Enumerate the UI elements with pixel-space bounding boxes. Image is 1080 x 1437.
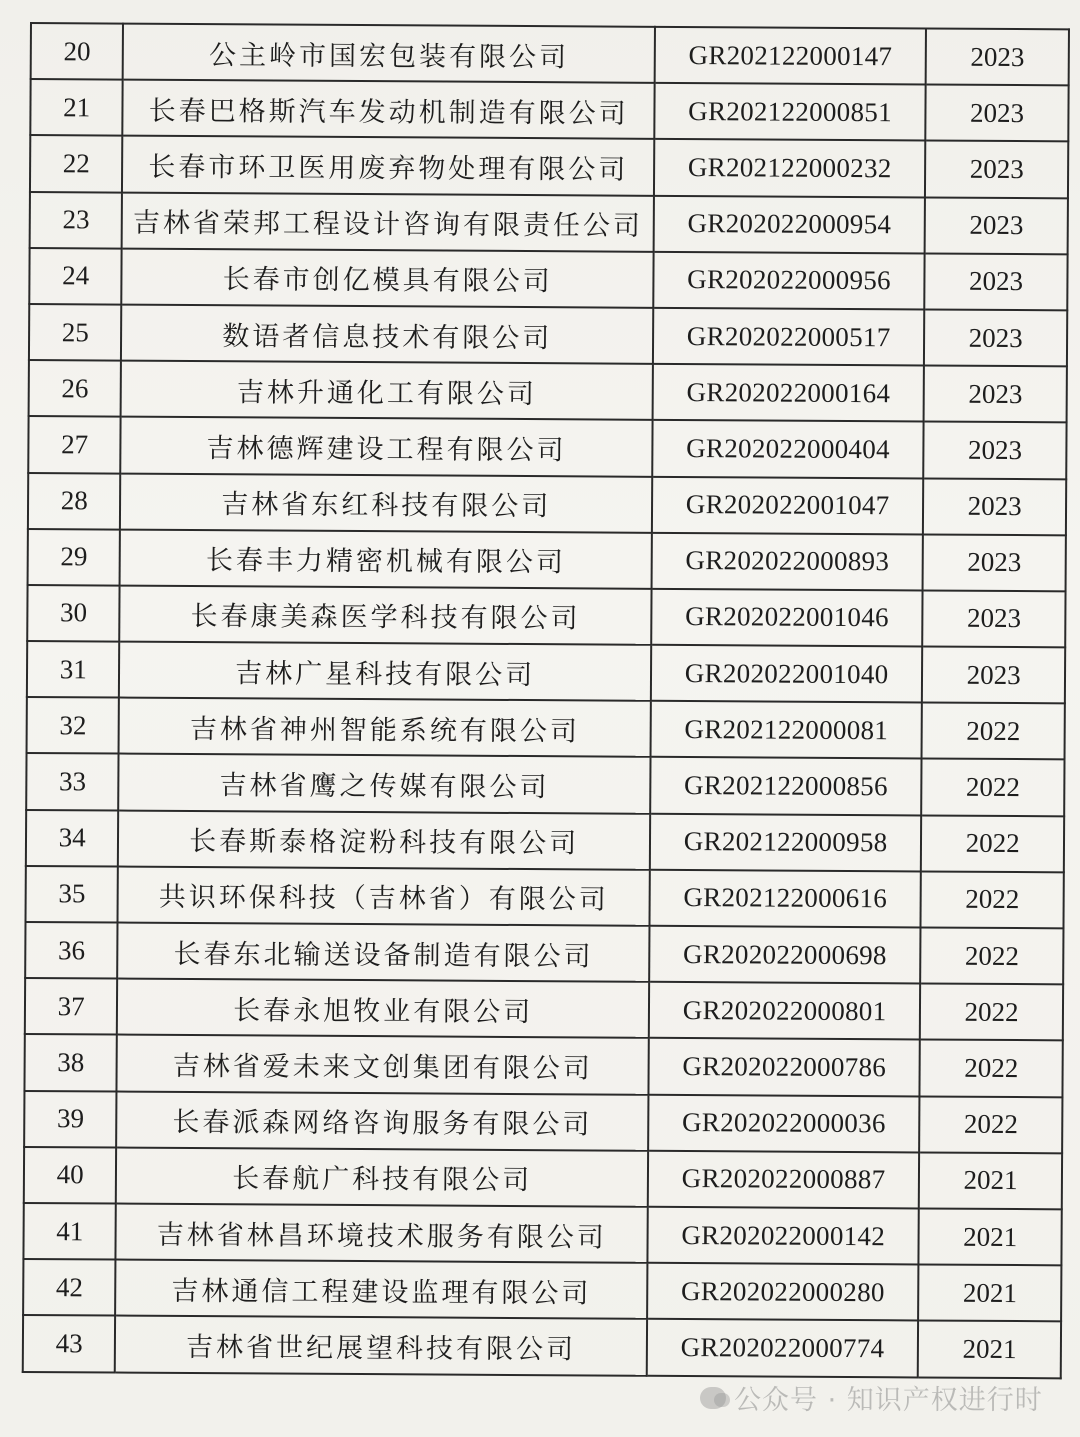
- certificate-number: GR202122000958: [650, 813, 922, 871]
- wechat-icon: [700, 1387, 726, 1409]
- company-registry-table: [22, 22, 1070, 1379]
- table-row: [30, 192, 1068, 255]
- row-number: 22: [30, 135, 123, 192]
- certificate-number: GR202122000616: [649, 870, 921, 928]
- year: 2021: [919, 1152, 1062, 1209]
- year: 2022: [919, 1096, 1062, 1153]
- year: 2022: [920, 927, 1063, 984]
- table-row: [23, 1259, 1061, 1322]
- table-row: [24, 1034, 1062, 1097]
- row-number: 38: [24, 1034, 117, 1091]
- row-number: 39: [24, 1091, 117, 1148]
- certificate-number: GR202022000954: [654, 195, 926, 253]
- table-row: [26, 866, 1064, 929]
- table-row: [30, 135, 1068, 198]
- row-number: 42: [23, 1259, 116, 1316]
- row-number: 25: [29, 304, 122, 361]
- row-number: 33: [26, 753, 119, 810]
- year: 2022: [920, 1040, 1063, 1097]
- table-row: [27, 697, 1065, 760]
- company-name: 长春东北输送设备制造有限公司: [118, 923, 650, 982]
- year: 2023: [925, 141, 1068, 198]
- year: 2023: [925, 197, 1068, 254]
- company-name: 数语者信息技术有限公司: [121, 305, 653, 364]
- row-number: 37: [25, 978, 118, 1035]
- certificate-number: GR202022000404: [652, 420, 924, 478]
- row-number: 26: [29, 360, 122, 417]
- table-row: [26, 810, 1064, 873]
- table-row: [26, 753, 1064, 816]
- year: 2022: [921, 815, 1064, 872]
- certificate-number: GR202022000893: [652, 532, 924, 590]
- row-number: 36: [25, 922, 118, 979]
- row-number: 21: [30, 79, 123, 136]
- company-name: 吉林广星科技有限公司: [119, 642, 651, 701]
- year: 2023: [924, 422, 1067, 479]
- year: 2023: [922, 590, 1065, 647]
- certificate-number: GR202022001047: [652, 476, 924, 534]
- company-name: 吉林省东红科技有限公司: [120, 473, 652, 532]
- year: 2023: [926, 85, 1069, 142]
- company-name: 吉林通信工程建设监理有限公司: [116, 1260, 648, 1319]
- year: 2022: [922, 703, 1065, 760]
- certificate-number: GR202022000801: [649, 982, 921, 1040]
- certificate-number: GR202022000280: [647, 1263, 919, 1321]
- company-name: 吉林省世纪展望科技有限公司: [115, 1316, 647, 1375]
- company-name: 吉林省鹰之传媒有限公司: [119, 754, 651, 813]
- certificate-number: GR202022000036: [648, 1094, 920, 1152]
- year: 2023: [922, 647, 1065, 704]
- certificate-number: GR202022001046: [651, 589, 923, 647]
- company-name: 长春派森网络咨询服务有限公司: [117, 1091, 649, 1150]
- certificate-number: GR202022000142: [647, 1207, 919, 1265]
- row-number: 20: [31, 23, 124, 80]
- certificate-number: GR202022000786: [648, 1038, 920, 1096]
- company-name: 公主岭市国宏包装有限公司: [123, 24, 655, 83]
- table-row: [27, 585, 1065, 648]
- row-number: 35: [26, 866, 119, 923]
- table-row: [23, 1203, 1061, 1266]
- table-row: [25, 922, 1063, 985]
- year: 2023: [924, 366, 1067, 423]
- certificate-number: GR202022000698: [649, 926, 921, 984]
- company-name: 吉林省神州智能系统有限公司: [119, 698, 651, 757]
- table-row: [27, 641, 1065, 704]
- certificate-number: GR202022000956: [653, 252, 925, 310]
- year: 2022: [921, 759, 1064, 816]
- certificate-number: GR202122000232: [654, 139, 926, 197]
- company-name: 长春永旭牧业有限公司: [117, 979, 649, 1038]
- row-number: 40: [24, 1147, 117, 1204]
- certificate-number: GR202122000851: [654, 83, 926, 141]
- watermark: [700, 1378, 1043, 1417]
- year: 2023: [926, 28, 1069, 85]
- row-number: 29: [28, 529, 121, 586]
- year: 2023: [924, 309, 1067, 366]
- company-name: 长春市环卫医用废弃物处理有限公司: [122, 136, 654, 195]
- table-row: [24, 1147, 1062, 1210]
- watermark-text: 公众号 · 知识产权进行时: [734, 1385, 1043, 1416]
- certificate-number: GR202122000856: [650, 757, 922, 815]
- table-row: [31, 23, 1069, 86]
- table-row: [24, 1091, 1062, 1154]
- certificate-number: GR202122000147: [655, 27, 927, 85]
- year: 2022: [921, 871, 1064, 928]
- row-number: 43: [23, 1315, 116, 1372]
- company-name: 共识环保科技（吉林省）有限公司: [118, 866, 650, 925]
- year: 2021: [919, 1208, 1062, 1265]
- company-name: 长春市创亿模具有限公司: [122, 248, 654, 307]
- table-row: [29, 248, 1067, 311]
- company-name: 长春斯泰格淀粉科技有限公司: [118, 810, 650, 869]
- row-number: 41: [23, 1203, 116, 1260]
- year: 2023: [923, 478, 1066, 535]
- certificate-number: GR202022000517: [653, 308, 925, 366]
- table-row: [29, 304, 1067, 367]
- certificate-number: GR202122000081: [651, 701, 923, 759]
- year: 2021: [918, 1265, 1061, 1322]
- company-name: 长春巴格斯汽车发动机制造有限公司: [123, 80, 655, 139]
- company-name: 吉林德辉建设工程有限公司: [121, 417, 653, 476]
- year: 2021: [918, 1321, 1061, 1378]
- row-number: 32: [27, 697, 120, 754]
- row-number: 27: [28, 416, 121, 473]
- certificate-number: GR202022000887: [648, 1151, 920, 1209]
- table-row: [28, 529, 1066, 592]
- table-body: [23, 23, 1069, 1378]
- company-name: 吉林省荣邦工程设计咨询有限责任公司: [122, 192, 654, 251]
- company-name: 长春丰力精密机械有限公司: [120, 529, 652, 588]
- row-number: 30: [27, 585, 120, 642]
- company-name: 长春康美森医学科技有限公司: [120, 585, 652, 644]
- certificate-number: GR202022001040: [651, 645, 923, 703]
- table-row: [29, 360, 1067, 423]
- table-row: [28, 416, 1066, 479]
- row-number: 28: [28, 472, 121, 529]
- table-row: [28, 472, 1066, 535]
- certificate-number: GR202022000164: [653, 364, 925, 422]
- row-number: 31: [27, 641, 120, 698]
- table-row: [23, 1315, 1061, 1378]
- table-row: [30, 79, 1068, 142]
- company-name: 吉林升通化工有限公司: [121, 361, 653, 420]
- company-name: 吉林省林昌环境技术服务有限公司: [116, 1203, 648, 1262]
- table-row: [25, 978, 1063, 1041]
- row-number: 23: [30, 192, 123, 249]
- company-name: 长春航广科技有限公司: [116, 1147, 648, 1206]
- row-number: 34: [26, 810, 119, 867]
- row-number: 24: [29, 248, 122, 305]
- year: 2022: [920, 984, 1063, 1041]
- certificate-number: GR202022000774: [647, 1319, 919, 1377]
- year: 2023: [925, 253, 1068, 310]
- company-name: 吉林省爱未来文创集团有限公司: [117, 1035, 649, 1094]
- year: 2023: [923, 534, 1066, 591]
